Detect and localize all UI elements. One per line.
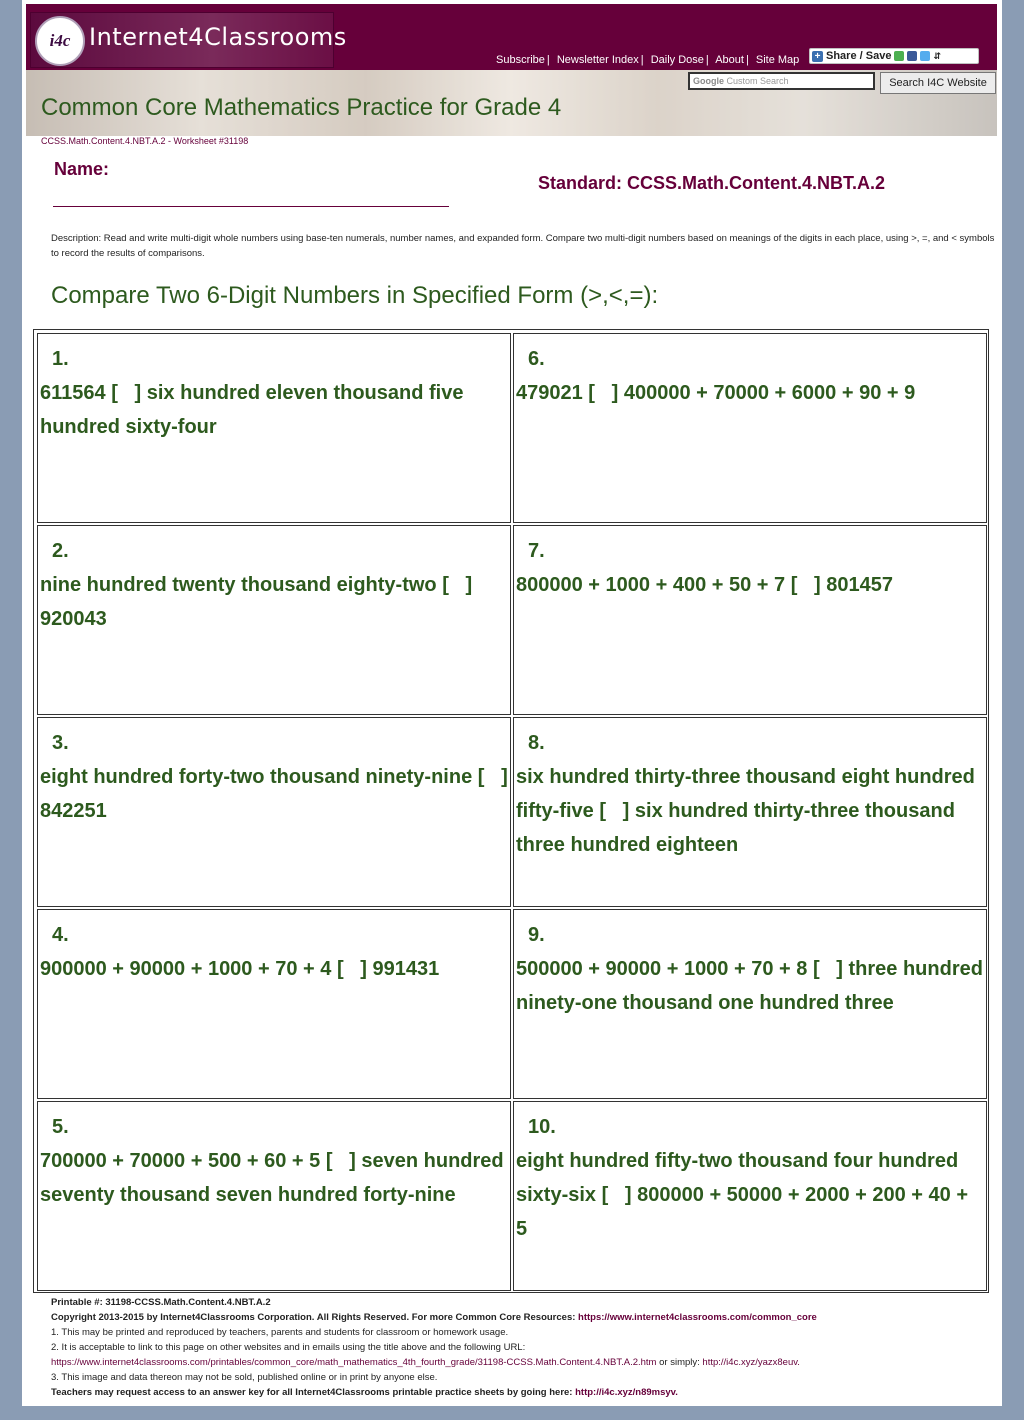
- name-line: [53, 206, 449, 207]
- logo-text: Internet4Classrooms: [89, 23, 347, 51]
- search-button[interactable]: Search I4C Website: [880, 72, 996, 94]
- section-title: Compare Two 6-Digit Numbers in Specified Form (>,<,=):: [51, 282, 659, 309]
- question-number: 9.: [528, 924, 545, 946]
- common-core-link[interactable]: https://www.internet4classrooms.com/common_core: [578, 1312, 817, 1323]
- or-simply-text: or simply:: [659, 1357, 700, 1368]
- question-cell: [513, 333, 987, 523]
- question-text: nine hundred twenty thousand eighty-two [ ] 920043: [40, 574, 478, 630]
- question-text: 611564 [ ] six hundred eleven thousand five hundred sixty-four: [40, 382, 470, 438]
- nav-link-subscribe[interactable]: Subscribe: [496, 54, 545, 66]
- facebook-icon: [907, 51, 917, 61]
- note-1: 1. This may be printed and reproduced by teachers, parents and students for classroom or homework usage.: [51, 1327, 509, 1338]
- question-cell: [513, 525, 987, 715]
- name-label: Name:: [54, 159, 110, 179]
- worksheet-link[interactable]: https://www.internet4classrooms.com/printables/common_core/math_mathematics_4th_fourth_grade/31198-CCSS.Math.Content.4.NBT.A.2.htm: [51, 1357, 657, 1368]
- email-icon: [894, 51, 904, 61]
- question-cell: [37, 909, 511, 1099]
- question-cell: [37, 333, 511, 523]
- question-number: 4.: [52, 924, 69, 946]
- description: Description: Read and write multi-digit whole numbers using base-ten numerals, number names, and expanded form. Compare two multi-digit numbers based on meanings of the digits in each place, using >, =, and < symbols to record the results of comparisons.: [51, 233, 995, 259]
- question-cell: [37, 717, 514, 907]
- question-number: 8.: [528, 732, 545, 754]
- nav-link-site-map[interactable]: Site Map: [755, 54, 800, 66]
- nav-link-newsletter-index[interactable]: Newsletter Index: [556, 54, 639, 66]
- logo[interactable]: [30, 12, 347, 68]
- logo-badge: i4c: [35, 16, 85, 66]
- printable-number: Printable #: 31198-CCSS.Math.Content.4.NBT.A.2: [51, 1297, 271, 1308]
- short-link[interactable]: http://i4c.xyz/yazx8euv.: [702, 1357, 800, 1368]
- question-number: 7.: [528, 540, 545, 562]
- answer-key-text: Teachers may request access to an answer key for all Internet4Classrooms printable practice sheets by going here:: [51, 1387, 573, 1398]
- question-text: 900000 + 90000 + 1000 + 70 + 4 [ ] 991431: [40, 958, 440, 980]
- question-grid: [33, 329, 989, 1293]
- question-cell: [513, 717, 987, 907]
- note-2-urls: [51, 1355, 991, 1370]
- note-3: 3. This image and data thereon may not be sold, published online or in print by anyone else.: [51, 1372, 438, 1383]
- question-number: 3.: [52, 732, 69, 754]
- question-text: eight hundred fifty-two thousand four hundred sixty-six [ ] 800000 + 50000 + 2000 + 200 + 40 + 5: [516, 1150, 974, 1240]
- page-title: Common Core Mathematics Practice for Grade 4: [41, 94, 562, 121]
- google-logo: Google: [693, 76, 724, 86]
- standard-label: Standard: CCSS.Math.Content.4.NBT.A.2: [538, 173, 886, 193]
- question-number: 2.: [52, 540, 69, 562]
- search-placeholder: Custom Search: [726, 76, 789, 86]
- plus-icon: +: [812, 51, 823, 62]
- search-input[interactable]: [688, 72, 875, 90]
- twitter-icon: [920, 51, 930, 61]
- question-cell: [37, 525, 511, 715]
- page: [22, 0, 1002, 1406]
- question-text: 800000 + 1000 + 400 + 50 + 7 [ ] 801457: [516, 574, 893, 596]
- chevron-updown-icon: ⇵: [933, 50, 941, 61]
- question-cell: [513, 909, 987, 1099]
- share-save-button[interactable]: [809, 48, 979, 64]
- answer-key: [51, 1385, 991, 1400]
- question-text: 479021 [ ] 400000 + 70000 + 6000 + 90 + 9: [516, 382, 916, 404]
- question-text: 500000 + 90000 + 1000 + 70 + 8 [ ] three hundred ninety-one thousand one hundred three: [516, 958, 989, 1014]
- nav-link-about[interactable]: About: [715, 54, 744, 66]
- question-number: 5.: [52, 1116, 69, 1138]
- copyright: [51, 1310, 991, 1325]
- copyright-text: Copyright 2013-2015 by Internet4Classrooms Corporation. All Rights Reserved. For more Common Core Resources:: [51, 1312, 576, 1323]
- top-nav: Subscribe | Newsletter Index | Daily Dose | About | Site Map: [496, 54, 800, 66]
- question-number: 10.: [528, 1116, 556, 1138]
- question-text: six hundred thirty-three thousand eight hundred fifty-five [ ] six hundred thirty-three thousand three hundred eighteen: [516, 766, 981, 856]
- question-cell: [513, 1101, 987, 1291]
- answer-key-link[interactable]: http://i4c.xyz/n89msyv.: [575, 1387, 678, 1398]
- nav-link-daily-dose[interactable]: Daily Dose: [650, 54, 704, 66]
- top-bar: [26, 4, 997, 70]
- share-label: Share / Save: [826, 50, 892, 62]
- question-text: 700000 + 70000 + 500 + 60 + 5 [ ] seven hundred seventy thousand seven hundred forty-nine: [40, 1150, 510, 1206]
- question-number: 6.: [528, 348, 545, 370]
- footer: [51, 1295, 991, 1400]
- question-cell: [37, 1101, 511, 1291]
- breadcrumb: CCSS.Math.Content.4.NBT.A.2 - Worksheet #31198: [41, 136, 249, 146]
- question-number: 1.: [52, 348, 69, 370]
- question-text: eight hundred forty-two thousand ninety-nine [ ] 842251: [40, 766, 514, 822]
- note-2: 2. It is acceptable to link to this page on other websites and in emails using the title above and the following URL:: [51, 1342, 526, 1353]
